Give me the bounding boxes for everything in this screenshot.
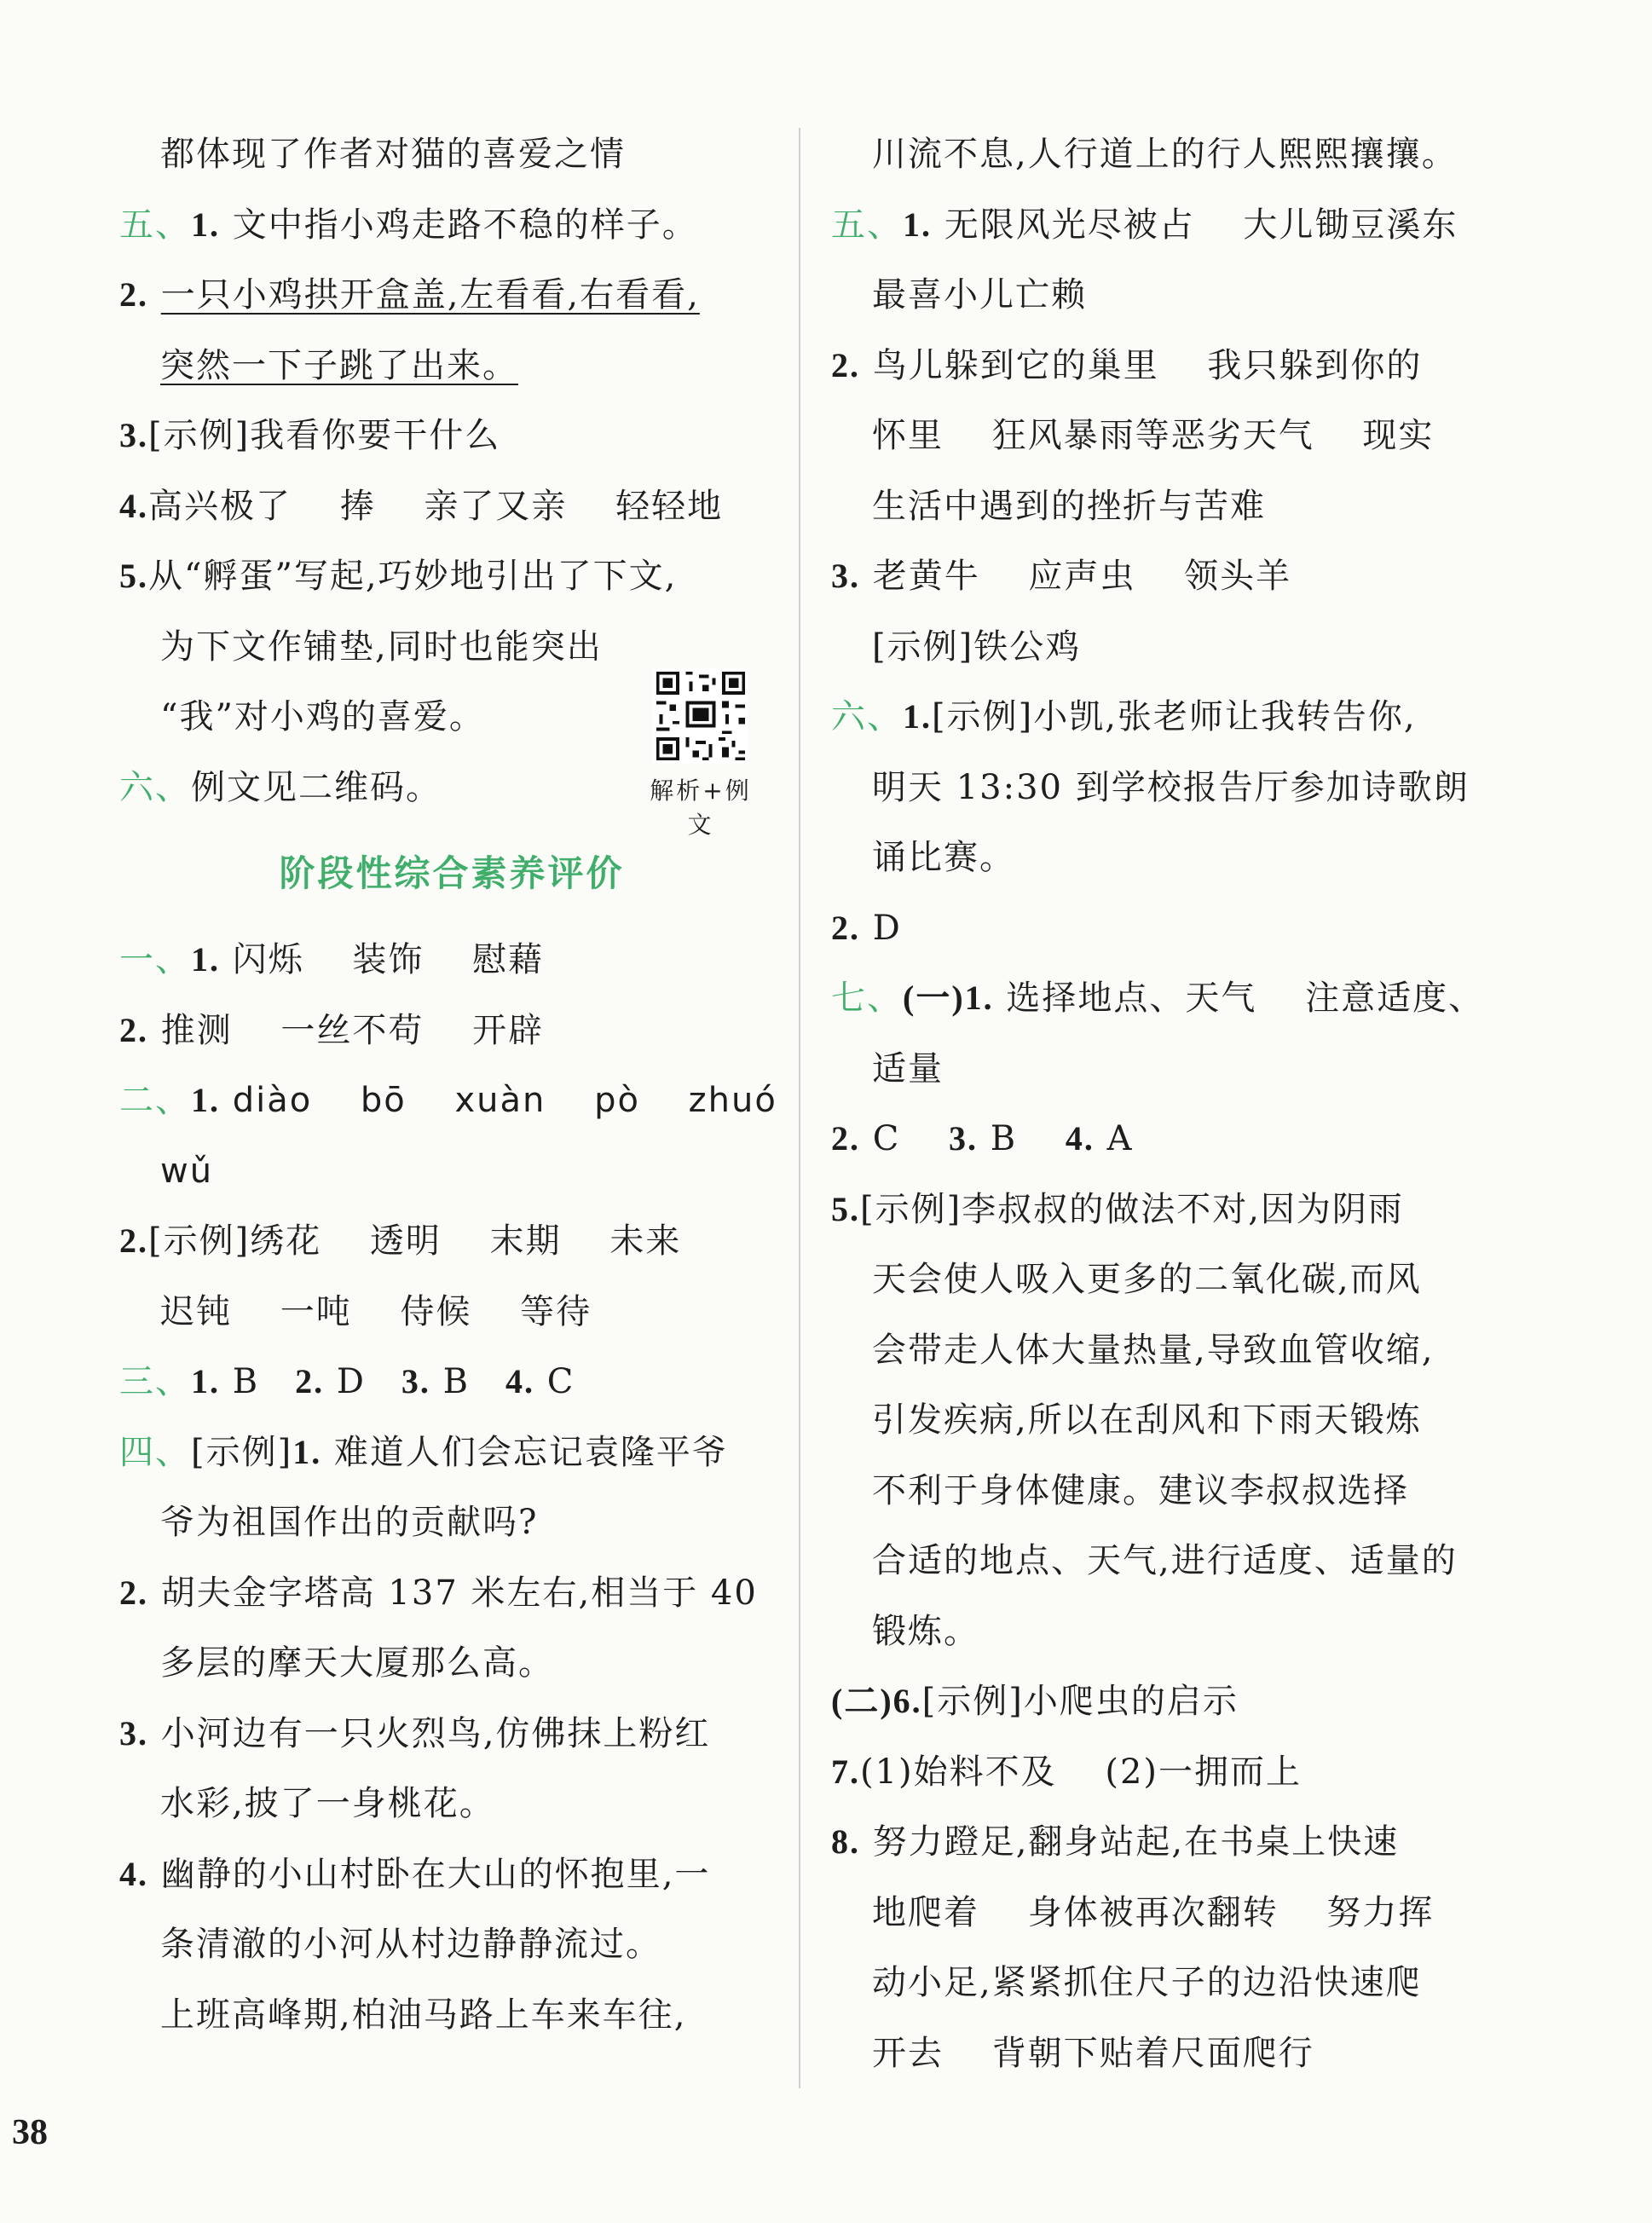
answer-line: 迟钝 一吨 侍候 等待 [160,1291,592,1331]
answer-text: 例文见二维码。 [191,767,442,807]
question-number: 2. [119,1221,148,1260]
answer-line [119,925,784,996]
answer-line: 最喜小儿亡赖 [872,275,1087,315]
answer-line: 诵比赛。 [872,838,1015,877]
answer-line [119,1699,784,1770]
choice-answer: B [220,1362,296,1401]
answer-line [119,190,784,261]
answer-line [831,541,1496,612]
answer-text: 鸟儿躲到它的巢里 我只躲到你的 [860,345,1423,385]
answer-line: 爷为祖国作出的贡献吗? [160,1503,539,1542]
choice-answer: B [978,1119,1066,1158]
answer-text: (1)始料不及 (2)一拥而上 [860,1752,1303,1792]
question-number: 1. [191,1081,220,1119]
section-marker: 四、 [119,1432,191,1472]
answer-line: 怀里 狂风暴雨等恶劣天气 现实 [872,416,1435,455]
qr-code-icon[interactable] [653,668,748,764]
answer-line [119,1418,784,1488]
answer-text: 小河边有一只火烈鸟,仿佛抹上粉红 [148,1713,711,1753]
section-marker: 七、 [831,979,903,1018]
pinyin-text: diào bō xuàn pò zhuó [220,1081,777,1120]
answer-text: 胡夫金字塔高 137 米左右,相当于 40 [148,1573,758,1613]
example-tag: [示例] [191,1432,293,1472]
section-marker: 一、 [119,940,191,979]
qr-code-block[interactable] [637,668,765,840]
qr-caption: 解析+例文 [650,777,752,839]
answer-line: 引发疾病,所以在刮风和下雨天锻炼 [872,1400,1422,1440]
answer-line [119,331,784,401]
underlined-answer: 一只小鸡拱开盒盖,左看看,右看看, [160,275,700,315]
section-marker: 六、 [831,697,903,736]
answer-line: 上班高峰期,柏油马路上车来车往, [160,1995,687,2035]
answer-line: 条清澈的小河从村边静静流过。 [160,1925,661,1964]
answer-line [831,190,1496,261]
answer-text: 难道人们会忘记袁隆平爷 [321,1432,728,1472]
answer-line [831,963,1496,1034]
answer-line: 为下文作铺垫,同时也能突出 [160,626,603,667]
answer-line [831,893,1496,964]
section-marker: 五、 [119,205,191,245]
answer-line: 会带走人体大量热量,导致血管收缩, [872,1330,1435,1370]
section-marker: 五、 [831,205,903,245]
answer-line: 川流不息,人行道上的行人熙熙攘攘。 [872,135,1458,174]
answer-line [119,1065,784,1136]
answer-line: 锻炼。 [872,1611,979,1651]
question-number: 2. [119,1573,148,1612]
question-number: 3. [401,1362,430,1400]
answer-text: 努力蹬足,翻身站起,在书桌上快速 [860,1822,1400,1862]
question-number: 2. [831,1119,860,1158]
answer-text: 幽静的小山村卧在大山的怀抱里,一 [148,1854,711,1894]
answer-text: 推测 一丝不苟 开辟 [148,1010,545,1050]
question-number: 3. [119,416,148,454]
question-number: 1. [964,979,994,1017]
question-number: 1. [903,205,932,244]
question-number: 4. [1065,1119,1095,1158]
question-number: 1. [903,697,932,736]
question-number: 8. [831,1822,860,1861]
question-number: 1. [191,1362,220,1400]
answer-line: 不利于身体健康。建议李叔叔选择 [872,1470,1409,1510]
answer-line: 天会使人吸入更多的二氧化碳,而风 [872,1260,1422,1299]
answer-text: 闪烁 装饰 慰藉 [220,940,545,979]
answer-line [831,1104,1496,1175]
answer-line [831,1666,1496,1737]
answer-text: 高兴极了 捧 亲了又亲 轻轻地 [148,486,724,526]
question-number: 1. [191,205,220,244]
question-number: 1. [191,940,220,979]
answer-text: [示例]绣花 透明 末期 未来 [148,1221,682,1261]
answer-line [119,1558,784,1629]
answer-text: [示例]李叔叔的做法不对,因为阴雨 [860,1189,1404,1229]
question-number: 3. [949,1119,979,1158]
answer-line: 生活中遇到的挫折与苦难 [872,486,1266,526]
answer-line [119,996,784,1066]
choice-answer: D [860,908,902,948]
answer-line [119,1347,784,1418]
section-marker: 二、 [119,1081,191,1120]
answer-line [119,401,784,471]
question-number: 2. [119,275,148,314]
answer-text: [示例]我看你要干什么 [148,416,501,455]
answer-text: 无限风光尽被占 大儿锄豆溪东 [932,205,1458,245]
pinyin-text: wǔ [160,1151,214,1191]
answer-line: 明天 13:30 到学校报告厅参加诗歌朗 [872,767,1470,807]
answer-line: 水彩,披了一身桃花。 [160,1784,495,1823]
answer-line: 地爬着 身体被再次翻转 努力挥 [872,1892,1435,1932]
answer-line: 适量 [872,1048,944,1088]
answer-text: 从“孵蛋”写起,巧妙地引出了下文, [148,557,678,596]
section-marker: 三、 [119,1362,191,1401]
answer-line: 多层的摩天大厦那么高。 [160,1643,554,1683]
column-divider [799,128,800,2088]
question-number: 4. [505,1362,535,1400]
answer-line [831,1807,1496,1878]
question-number: 7. [831,1752,860,1791]
answer-line: 都体现了作者对猫的喜爱之情 [160,135,626,174]
part-label: (一) [903,979,965,1017]
answer-line [831,1737,1496,1808]
question-number: 6. [892,1682,922,1720]
question-number: 2. [831,345,860,384]
answer-line [831,331,1496,401]
answer-line [119,1206,784,1277]
answer-line [831,682,1496,753]
choice-answer: C [860,1119,950,1158]
question-number: 2. [119,1010,148,1049]
question-number: 3. [831,557,860,595]
question-number: 1. [292,1432,322,1471]
section-title: 阶段性综合素养评价 [279,852,625,894]
answer-line [831,1175,1496,1245]
question-number: 4. [119,1854,148,1893]
answer-line: 合适的地点、天气,进行适度、适量的 [872,1541,1458,1580]
answer-line: [示例]铁公鸡 [872,626,1082,667]
part-label: (二) [831,1682,893,1720]
choice-answer: C [534,1362,575,1401]
answer-line [119,471,784,542]
answer-line [119,260,784,331]
left-column [119,119,784,2050]
answer-line [119,541,784,612]
right-column [831,119,1496,2088]
question-number: 2. [295,1362,325,1400]
answer-line: 动小足,紧紧抓住尺子的边沿快速爬 [872,1963,1422,2002]
answer-line: “我”对小鸡的喜爱。 [160,697,485,736]
section-marker: 六、 [119,767,191,807]
answer-text: 选择地点、天气 注意适度、 [993,979,1485,1018]
choice-answer: D [324,1362,401,1401]
question-number: 3. [119,1713,148,1752]
answer-line [119,1839,784,1910]
choice-answer: B [430,1362,506,1401]
answer-text: [示例]小爬虫的启示 [921,1682,1239,1721]
answer-text: [示例]小凯,张老师让我转告你, [932,697,1417,736]
question-number: 4. [119,486,148,525]
question-number: 5. [119,557,148,595]
answer-text: 文中指小鸡走路不稳的样子。 [220,205,698,245]
answer-line: 开去 背朝下贴着尺面爬行 [872,2033,1314,2073]
answer-text: 老黄牛 应声虫 领头羊 [860,557,1292,596]
underlined-answer: 突然一下子跳了出来。 [160,345,518,385]
question-number: 2. [831,908,860,947]
question-number: 5. [831,1189,860,1228]
choice-answer: A [1094,1119,1134,1158]
page-number: 38 [12,2113,48,2152]
